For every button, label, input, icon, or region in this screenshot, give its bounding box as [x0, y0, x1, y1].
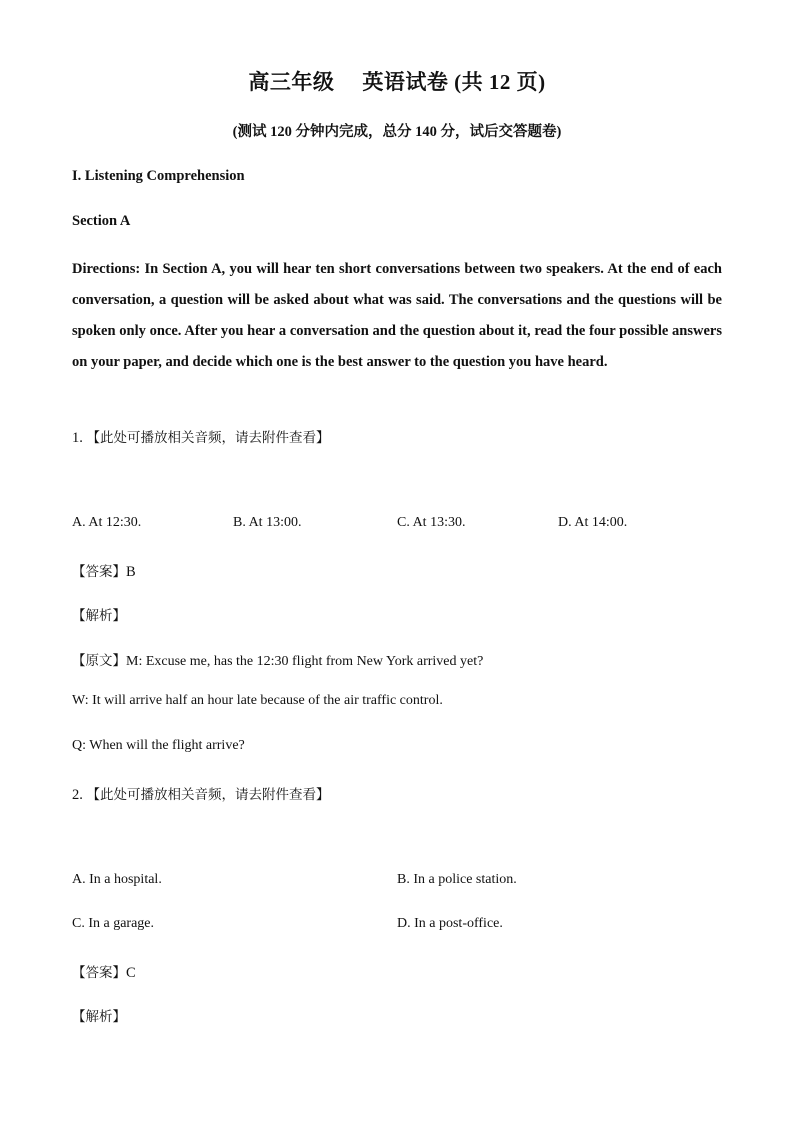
q1-option-c: C. At 13:30. [397, 515, 466, 530]
title-subject: 英语试卷 (共 12 页) [362, 70, 546, 94]
page-subtitle: (测试 120 分钟内完成，总分 140 分，试后交答题卷) [232, 124, 562, 140]
q2-option-b: B. In a police station. [397, 872, 517, 887]
audio-note: 【此处可播放相关音频，请去附件查看】 [86, 787, 330, 803]
answer-label: 【答案】 [72, 564, 126, 580]
q1-transcript-line-3: Q: When will the flight arrive? [72, 738, 245, 753]
q1-option-a: A. At 12:30. [72, 515, 142, 530]
q2-option-d: D. In a post-office. [397, 916, 503, 931]
analysis-label: 【解析】 [72, 608, 126, 624]
section-heading: Section A [72, 213, 131, 229]
analysis-label: 【解析】 [72, 1009, 126, 1025]
directions-paragraph: Directions: In Section A, you will hear ten short conversations between two speakers. At the end of each conversation, a question will be asked about what was said. The conversations and the questions will be spoken only once. After you hear a conversation and the question about it, read the four possible answers on your paper, and decide which one is the best answer to the question you have heard. [72, 261, 722, 370]
part-heading: I. Listening Comprehension [72, 168, 245, 184]
q2-option-c: C. In a garage. [72, 916, 155, 931]
q1-transcript-line-2: W: It will arrive half an hour late because of the air traffic control. [72, 693, 443, 708]
q2-option-a: A. In a hospital. [72, 872, 162, 887]
transcript-label: 【原文】 [72, 653, 126, 669]
audio-note: 【此处可播放相关音频，请去附件查看】 [86, 430, 330, 446]
question-1 [72, 426, 330, 447]
q1-answer [72, 560, 136, 581]
q1-option-b: B. At 13:00. [233, 515, 302, 530]
q1-transcript-line-1 [72, 649, 483, 670]
title-grade: 高三年级 [248, 70, 335, 94]
question-number: 1. [72, 430, 83, 446]
q1-analysis [72, 604, 126, 625]
q2-answer [72, 961, 136, 982]
q1-option-d: D. At 14:00. [558, 515, 628, 530]
answer-label: 【答案】 [72, 965, 126, 981]
question-2 [72, 783, 330, 804]
q2-analysis [72, 1005, 126, 1026]
question-number: 2. [72, 787, 83, 803]
answer-value: C [126, 965, 136, 981]
transcript-text: M: Excuse me, has the 12:30 flight from New York arrived yet? [126, 654, 484, 669]
page-title [0, 66, 794, 96]
answer-value: B [126, 564, 136, 580]
